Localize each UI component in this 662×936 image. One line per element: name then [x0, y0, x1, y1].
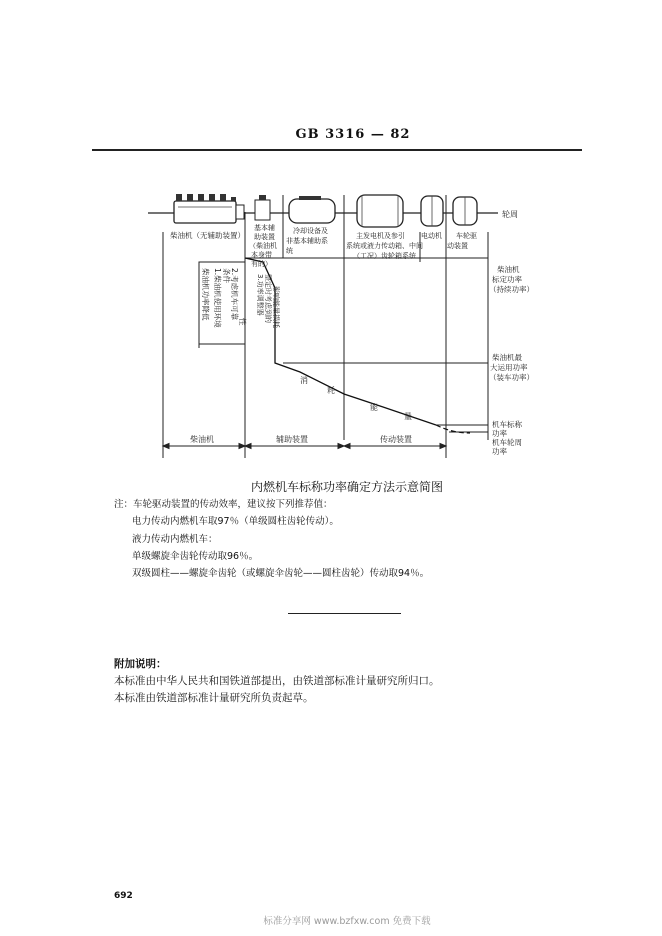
- separator-rule: [288, 613, 401, 614]
- label-motor: 电动机: [421, 232, 442, 240]
- section-transmission: 传动装置: [380, 435, 412, 444]
- diesel-engine-icon: [174, 194, 244, 223]
- wheel-gear-icon: [453, 197, 477, 225]
- label-reliability-2: 性: [238, 318, 247, 326]
- label-diesel: 柴油机（无辅助装置）: [170, 231, 245, 240]
- loss-char-1: 消: [300, 376, 308, 385]
- appendix-block: [114, 656, 440, 707]
- label-power-reduction: 柴油机功率降低: [201, 268, 210, 321]
- section-diesel: 柴油机: [190, 435, 214, 444]
- section-aux: 辅助装置: [276, 435, 308, 444]
- wheel-rim-label: 轮周: [502, 210, 518, 219]
- label-reliability: 2.考虑机车可靠: [230, 268, 239, 321]
- appendix-line: 本标准由中华人民共和国铁道部提出，由铁道部标准计量研究所归口。: [114, 675, 440, 687]
- note-line: 单级螺旋伞齿轮传动取96％。: [132, 550, 259, 562]
- figure-caption: 内燃机车标称功率确定方法示意简图: [250, 480, 443, 494]
- appendix-title: 附加说明：: [114, 658, 167, 670]
- watermark: 标准分享网 www.bzfxw.com 免费下载: [263, 916, 431, 927]
- loss-char-2: 耗: [327, 386, 335, 395]
- aux-unit-icon: [255, 195, 270, 220]
- label-gear: 车轮驱 动装置: [447, 232, 477, 250]
- label-rated-power: 柴油机 标定功率 （持续功率）: [489, 265, 534, 294]
- label-cooling: 冷却设备及 非基本辅助系 统: [286, 227, 328, 255]
- label-wheel-power: 机车轮周 功率: [492, 438, 522, 456]
- note-line: 双级圆柱——螺旋伞齿轮（或螺旋伞齿轮——圆柱齿轮）传动取94％。: [132, 568, 430, 580]
- label-basic-aux: 基本辅 助装置 （柴油机 本身带 有的）: [249, 224, 277, 268]
- generator-icon: [357, 195, 403, 227]
- label-max-power: 柴油机最 大运用功率 （装车功率）: [489, 353, 534, 382]
- label-nominal-power: 机车标称 功率: [492, 420, 522, 438]
- appendix-line: 本标准由铁道部标准计量研究所负责起草。: [114, 692, 314, 704]
- note-line: 注：车轮驱动装置的传动效率，建议按下列推荐值：: [114, 499, 333, 510]
- page-number: 692: [114, 891, 133, 901]
- cooling-unit-icon: [289, 196, 335, 223]
- label-generator: 主发电机及参引 系统或液力传动箱、中间 （工况）齿轮箱系统: [346, 232, 423, 260]
- label-regulator-2: 整定时考虑到的: [264, 274, 272, 323]
- note-line: 电力传动内燃机车取97％（单级圆柱齿轮传动）。: [132, 516, 339, 528]
- motor-icon: [421, 196, 443, 226]
- loss-char-3: 能: [370, 403, 378, 412]
- power-decline-curve: [245, 258, 436, 425]
- standard-number: GB 3316 — 82: [295, 127, 411, 142]
- notes-block: [114, 496, 429, 582]
- label-reduction-reasons: 1.柴油机使用环境: [213, 268, 222, 328]
- note-line: 液力传动内燃机车：: [132, 533, 218, 545]
- loss-char-4: 量: [404, 412, 412, 421]
- label-regulator: 3.功率调整器: [256, 274, 264, 316]
- label-regulator-3: 影响能量损耗: [272, 286, 280, 328]
- label-reduction-conditions: 条件: [222, 268, 231, 283]
